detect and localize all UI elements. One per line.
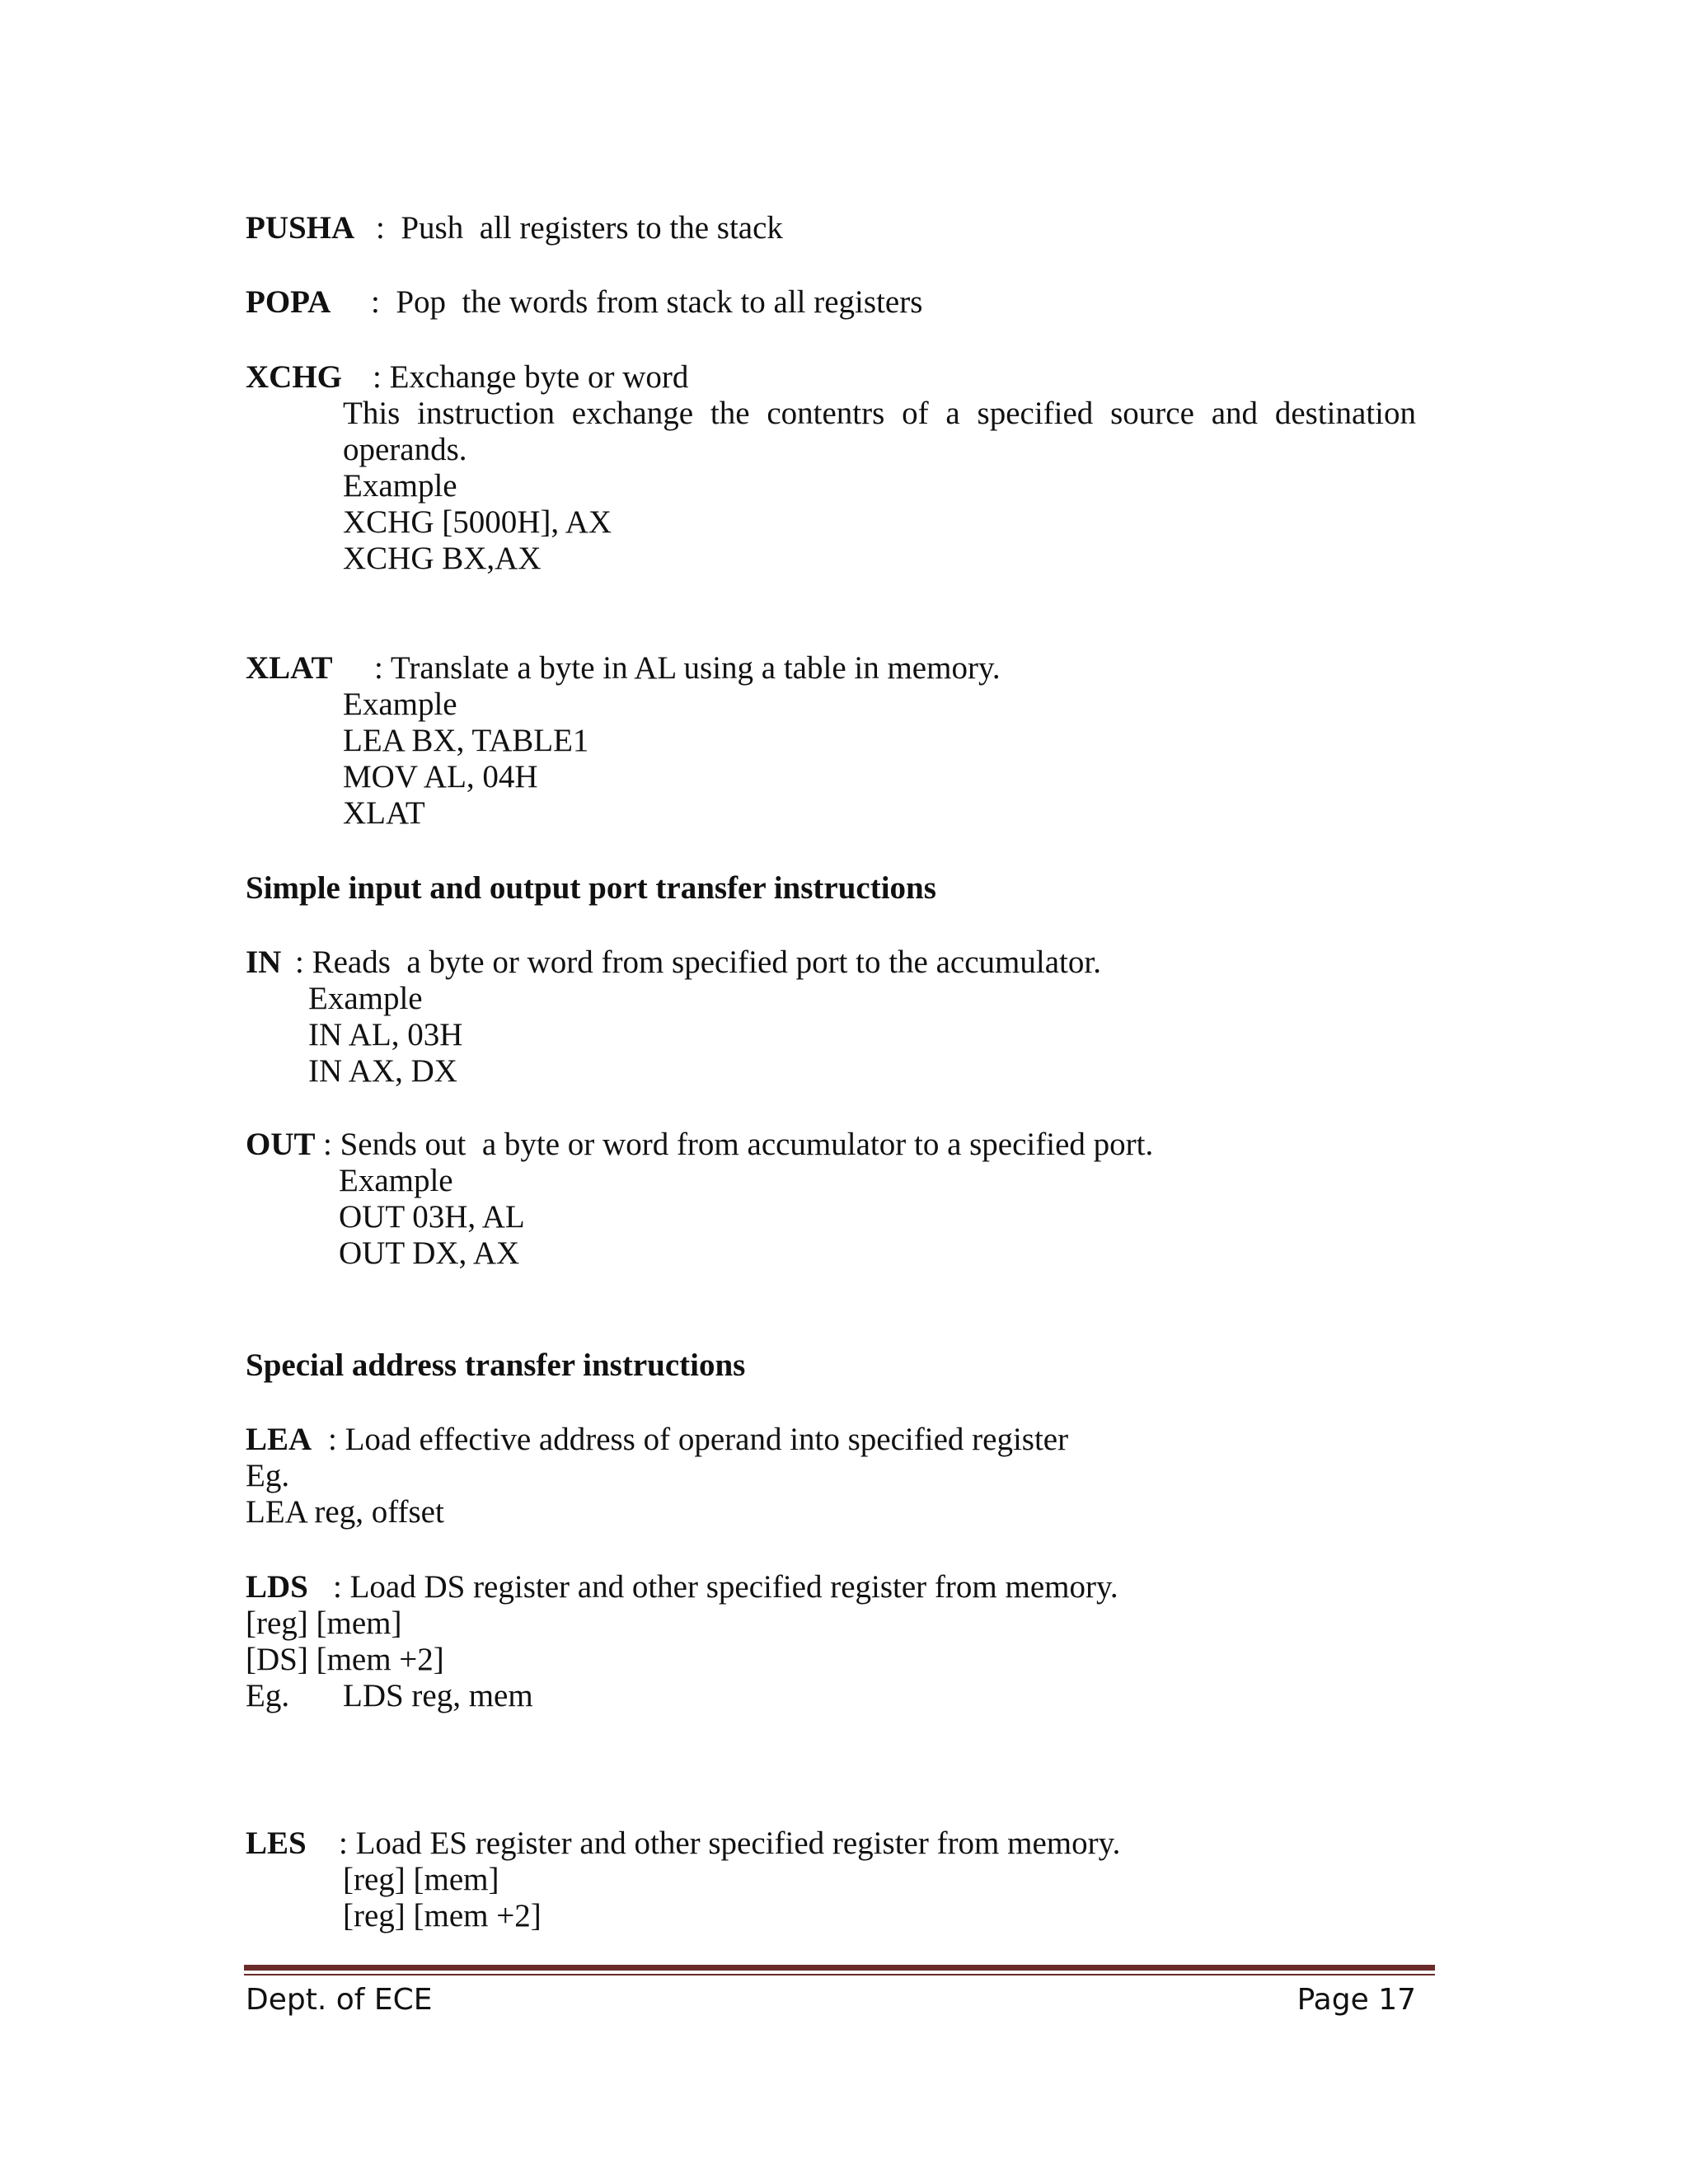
in-example-line: IN AX, DX [308,1053,457,1089]
lds-eg-label: Eg. [246,1678,290,1713]
in-example-line: IN AL, 03H [308,1017,463,1052]
pusha-desc: : Push all registers to the stack [376,210,783,246]
out-example-line: OUT DX, AX [339,1235,520,1271]
section-heading-addr: Special address transfer instructions [246,1347,746,1383]
xlat-example-label: Example [343,687,457,722]
in-term: IN [246,944,282,980]
popa-term: POPA [246,284,331,320]
xlat-example-line: LEA BX, TABLE1 [343,723,589,758]
les-line: [reg] [mem +2] [343,1898,542,1933]
out-example-label: Example [339,1163,453,1198]
lds-desc: : Load DS register and other specified register from memory. [333,1569,1118,1605]
les-line: [reg] [mem] [343,1862,499,1897]
footer-department: Dept. of ECE [246,1983,433,2017]
xlat-example-line: XLAT [343,795,425,831]
xlat-example-line: MOV AL, 04H [343,759,538,794]
lds-line: [DS] [mem +2] [246,1642,444,1677]
lds-term: LDS [246,1569,308,1605]
out-example-line: OUT 03H, AL [339,1199,525,1235]
xchg-body-2: operands. [343,432,467,467]
section-heading-io: Simple input and output port transfer instructions [246,870,936,906]
footer-rule-thin [244,1974,1435,1975]
lea-term: LEA [246,1422,312,1457]
lea-line: LEA reg, offset [246,1494,444,1530]
footer-rule-thick [244,1965,1435,1971]
xlat-desc: : Translate a byte in AL using a table in memory. [374,650,1001,686]
xlat-term: XLAT [246,650,333,686]
lea-desc: : Load effective address of operand into specified register [328,1422,1069,1457]
popa-desc: : Pop the words from stack to all registers [371,284,923,320]
xchg-term: XCHG [246,359,342,395]
out-term: OUT [246,1127,316,1162]
footer-page-number: Page 17 [1296,1983,1416,2017]
xchg-example-label: Example [343,468,457,504]
les-desc: : Load ES register and other specified register from memory. [339,1825,1121,1861]
xchg-desc: : Exchange byte or word [373,359,689,395]
pusha-term: PUSHA [246,210,355,246]
in-desc: : Reads a byte or word from specified port to the accumulator. [295,944,1101,980]
in-example-label: Example [308,981,423,1016]
xchg-body: This instruction exchange the contentrs of a specified source and destination [343,396,1416,431]
xchg-example-line: XCHG BX,AX [343,541,542,576]
xchg-example-line: XCHG [5000H], AX [343,504,612,540]
les-term: LES [246,1825,307,1861]
out-desc: : Sends out a byte or word from accumulator to a specified port. [323,1127,1154,1162]
lds-line: [reg] [mem] [246,1605,402,1641]
lea-line: Eg. [246,1458,290,1493]
lds-eg-value: LDS reg, mem [343,1678,533,1713]
